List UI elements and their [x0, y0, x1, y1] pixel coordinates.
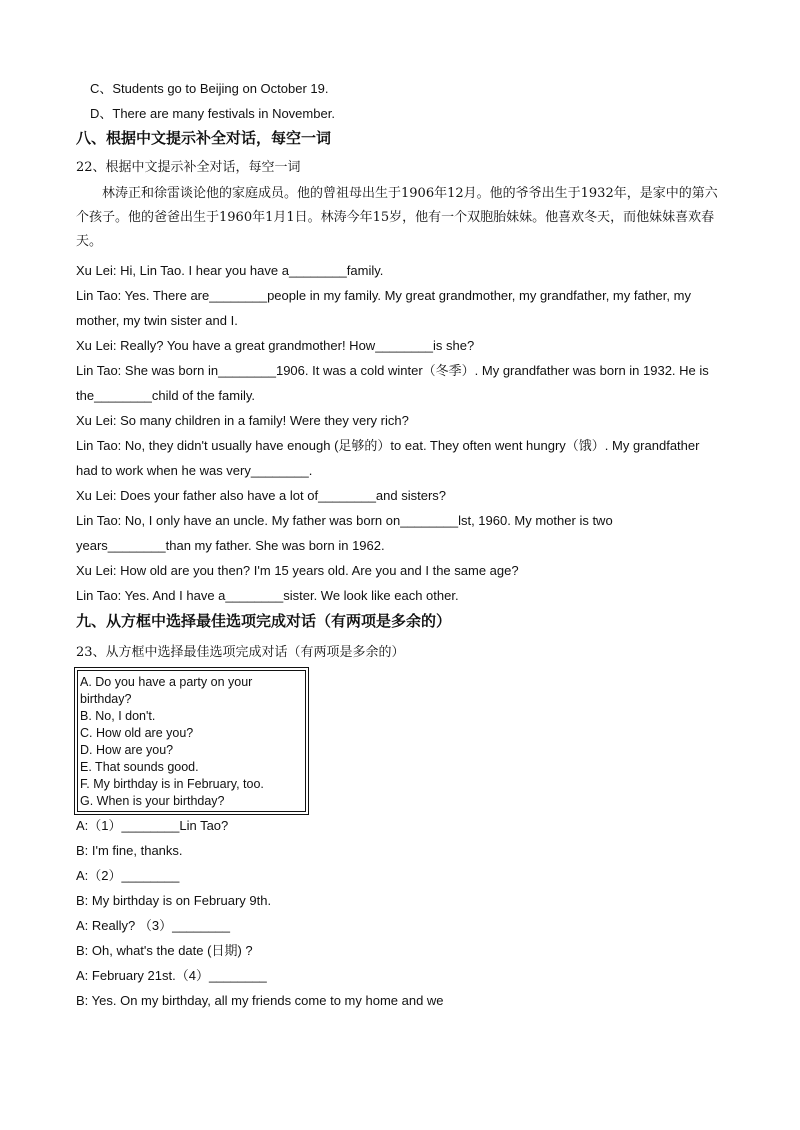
question-22-intro: 林涛正和徐雷谈论他的家庭成员。他的曾祖母出生于1906年12月。他的爷爷出生于1932年，是家中的第六个孩子。他的爸爸出生于1960年1月1日。林涛今年15岁，他有一个双胞胎妹妹。他喜欢冬天，而他妹妹喜欢春天。: [76, 186, 718, 249]
box-option: F. My birthday is in February, too.: [80, 777, 264, 791]
dialogue-line: Lin Tao: Yes. And I have a________sister. We look like each other.: [76, 588, 459, 603]
dialogue-line: Lin Tao: She was born in________1906. It was a cold winter（冬季）. My grandfather was born in 1932. He is: [76, 363, 709, 378]
dialogue-line: years________than my father. She was born in 1962.: [76, 538, 385, 553]
box-option: A. Do you have a party on your: [80, 675, 253, 689]
dialogue-line: A: February 21st.（4）________: [76, 968, 267, 983]
question-23-title: 23、从方框中选择最佳选项完成对话（有两项是多余的）: [76, 645, 405, 660]
dialogue-line: Lin Tao: No, they didn't usually have enough (足够的）to eat. They often went hungry（饿）. My grandfather: [76, 438, 700, 453]
dialogue-line: Xu Lei: Does your father also have a lot of________and sisters?: [76, 488, 447, 503]
box-option: birthday?: [80, 692, 132, 706]
dialogue-line: Xu Lei: Really? You have a great grandmother! How________is she?: [76, 338, 475, 353]
dialogue-line: B: I'm fine, thanks.: [76, 843, 183, 858]
dialogue-line: Xu Lei: So many children in a family! Were they very rich?: [76, 413, 409, 428]
question-22-title: 22、根据中文提示补全对话，每空一词: [76, 160, 301, 175]
box-option: E. That sounds good.: [80, 760, 199, 774]
dialogue-line: mother, my twin sister and I.: [76, 313, 238, 328]
dialogue-line: B: Yes. On my birthday, all my friends come to my home and we: [76, 993, 444, 1008]
section-9-heading: 九、从方框中选择最佳选项完成对话（有两项是多余的）: [76, 612, 452, 630]
dialogue-line: Lin Tao: Yes. There are________people in my family. My great grandmother, my grandfather, my father, my: [76, 288, 691, 303]
dialogue-line: Xu Lei: How old are you then? I'm 15 years old. Are you and I the same age?: [76, 563, 519, 578]
dialogue-line: A: Really? （3）________: [76, 918, 230, 933]
dialogue-line: had to work when he was very________.: [76, 463, 313, 478]
box-option: C. How old are you?: [80, 726, 194, 740]
options-box-inner: [77, 670, 306, 812]
option-c: C、Students go to Beijing on October 19.: [90, 81, 329, 96]
dialogue-line: B: My birthday is on February 9th.: [76, 893, 272, 908]
dialogue-line: B: Oh, what's the date (日期) ?: [76, 943, 253, 958]
option-d: D、There are many festivals in November.: [90, 106, 335, 121]
box-option: G. When is your birthday?: [80, 794, 225, 808]
box-option: B. No, I don't.: [80, 709, 156, 723]
dialogue-line: Xu Lei: Hi, Lin Tao. I hear you have a________family.: [76, 263, 384, 278]
options-box: [74, 667, 309, 815]
dialogue-line: Lin Tao: No, I only have an uncle. My father was born on________lst, 1960. My mother is two: [76, 513, 613, 528]
dialogue-line: A:（1）________Lin Tao?: [76, 818, 229, 833]
dialogue-line: A:（2）________: [76, 868, 180, 883]
box-option: D. How are you?: [80, 743, 174, 757]
section-8-heading: 八、根据中文提示补全对话，每空一词: [76, 129, 332, 147]
dialogue-line: the________child of the family.: [76, 388, 255, 403]
